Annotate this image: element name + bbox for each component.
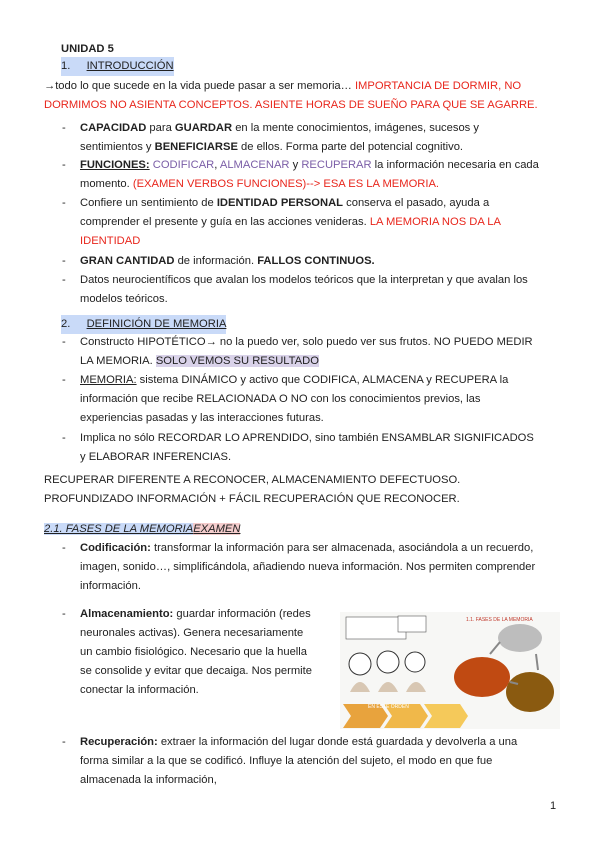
intro-paragraph [44, 77, 554, 115]
memory-label: MEMORIA: [80, 374, 137, 386]
exam-tag: EXAMEN [193, 523, 241, 535]
clock-icon [405, 652, 425, 672]
section-1-number: 1. [61, 60, 71, 72]
phase-bubble-brown [506, 672, 554, 712]
thought-bubble [398, 616, 426, 632]
memory-phases-figure [340, 612, 560, 729]
section-2-1-title: 2.1. FASES DE LA MEMORIA [44, 523, 194, 535]
list-item: - MEMORIA: sistema DINÁMICO y activo que CODIFICA, ALMACENA y RECUPERA la información que recibe RELACIONADA O NO con los conocimientos previos, las experiencias pasadas y las interacciones futuras. [62, 374, 509, 424]
memory-phases-illustration [340, 612, 560, 729]
list-item: - Datos neurocientíficos que avalan los modelos teóricos que la interpretan y que avalan los modelos teóricos. [62, 274, 528, 305]
section-2-1-heading [44, 520, 240, 539]
figure-heading: 1.1. FASES DE LA MEMORIA [466, 617, 533, 623]
unit-title: UNIDAD 5 [61, 43, 114, 55]
phase-bubble-grey [498, 624, 542, 652]
list-item: - FUNCIONES: CODIFICAR, ALMACENAR y RECUPERAR la información necesaria en cada momento. (EXAMEN VERBOS FUNCIONES)--> ESA ES LA MEMORIA. [62, 159, 539, 190]
clock-icon [377, 651, 399, 673]
clock-icon [349, 653, 371, 675]
section-2-heading: 2. DEFINICIÓN DE MEMORIA [61, 315, 226, 334]
list-item: - Implica no sólo RECORDAR LO APRENDIDO, sino también ENSAMBLAR SIGNIFICADOS y ELABORAR INFERENCIAS. [62, 432, 534, 463]
thought-bubble [346, 617, 406, 639]
list-item: - Codificación: transformar la información para ser almacenada, asociándola a un recuerdo, imagen, sonido…, simplificándola, añadiendo nueva información. Nos permiten comprender información. [62, 542, 536, 592]
list-item: - GRAN CANTIDAD de información. FALLOS CONTINUOS. [62, 255, 375, 267]
notes-line-1: RECUPERAR DIFERENTE A RECONOCER, ALMACENAMIENTO DEFECTUOSO. [44, 474, 461, 486]
page-number: 1 [550, 800, 557, 812]
list-item: - CAPACIDAD para GUARDAR en la mente conocimientos, imágenes, sucesos y sentimientos y BENEFICIARSE de ellos. Forma parte del potencial cognitivo. [62, 122, 479, 153]
list-item: - Constructo HIPOTÉTICO→ no la puedo ver, solo puedo ver sus frutos. NO PUEDO MEDIR LA MEMORIA. SOLO VEMOS SU RESULTADO [62, 336, 533, 367]
list-item: - Almacenamiento: guardar información (redes neuronales activas). Genera necesariamente un cambio fisiológico. Necesario que la huella se consolide y evitar que decaiga. Nos permite conectar la información. [62, 608, 312, 696]
sequence-label: EN ESTE ORDEN [368, 704, 409, 710]
section-2-title: DEFINICIÓN DE MEMORIA [86, 318, 227, 330]
section-1-title: INTRODUCCIÓN [86, 60, 174, 72]
arrow-glyph: → [44, 80, 56, 92]
intro-text: todo lo que sucede en la vida puede pasar a ser memoria… [55, 80, 352, 92]
section-1-heading [61, 57, 174, 76]
intro-red-note: IMPORTANCIA DE DORMIR, NO DORMIMOS NO ASIENTA CONCEPTOS. ASIENTE HORAS DE SUEÑO PARA QUE SE AGARRE. [44, 80, 538, 111]
notes-line-2: PROFUNDIZADO INFORMACIÓN + FÁCIL RECUPERACIÓN QUE RECONOCER. [44, 493, 460, 505]
list-item: - Recuperación: extraer la información del lugar donde está guardada y devolverla a una forma similar a la que se codificó. Influye la atención del sujeto, el modo en que fue almacenada la información, [62, 736, 518, 786]
functions-label: FUNCIONES: [80, 159, 150, 171]
phase-bubble-orange [454, 657, 510, 697]
highlighted-note: SOLO VEMOS SU RESULTADO [155, 355, 319, 367]
list-item: - Confiere un sentimiento de IDENTIDAD PERSONAL conserva el pasado, ayuda a comprender el presente y guía en las acciones venideras. LA MEMORIA NOS DA LA IDENTIDAD [62, 197, 501, 247]
